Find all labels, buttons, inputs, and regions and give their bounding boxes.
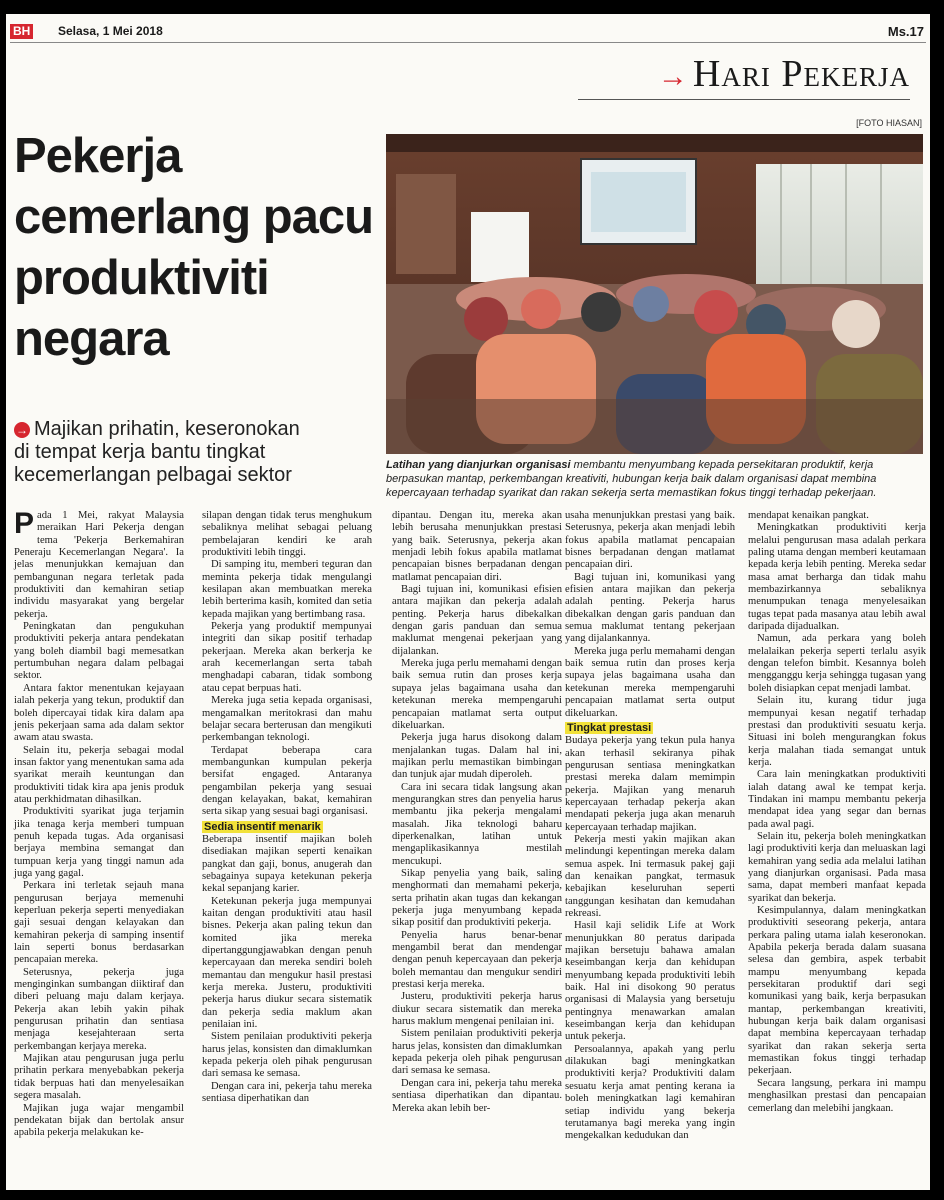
header-rule [10, 42, 926, 43]
article-column-2: silapan dengan tidak terus menghukum sebaliknya melihat sebagai peluang pembelajaran kendiri ke arah produktiviti lebih tinggi. Di samping itu, memberi teguran dan meminta pekerja tidak mengulangi kesilapan akan membuatkan mereka lebih berterima kasih, komited dan setia kepada majikan yang bertimbang rasa. Pekerja yang produktif mempunyai integriti dan sikap positif terhadap pekerjaan. Mereka akan berkerja ke arah kecemerlangan serta tabah menghadapi cabaran, tidak sombong atau cepat berpuas hati. Mereka juga setia kepada organisasi, mengamalkan meritokrasi dan mahu belajar secara berterusan dan mengikuti perkembangan teknologi. Terdapat beberapa cara membangunkan kumpulan pekerja bersifat engaged. Antaranya pengambilan pekerja yang sesuai dengan kelayakan, bakat, kemahiran serta sikap yang sesuai bagi organisasi. Sedia insentif menarik Beberapa insentif majikan boleh disediakan majikan seperti kenaikan pangkat dan gaji, bonus, anugerah dan sebagainya supaya ketekunan pekerja kekal sepanjang karier. Ketekunan pekerja juga mempunyai kaitan dengan produktiviti atau hasil bisnes. Pekerja akan paling tekun dan komited jika mereka dipertanggungjawabkan dengan penuh kepercayaan dan mereka sendiri boleh memantau dan mengukur hasil prestasi kerja mereka. Justeru, produktiviti pekerja harus diukur secara sistematik dan pekerja sedia maklum akan penilaian ini. Sistem penilaian produktiviti pekerja harus jelas, konsisten dan dimaklumkan kepada pekerja oleh pihak pengurusan dari semasa ke semasa. Dengan cara ini, pekerja tahu mereka sentiasa diperhatikan dan [202, 510, 372, 1105]
standfirst: → Majikan prihatin, keseronokan di tempat kerja bantu tingkat kecemerlangan pelbagai sektor [14, 418, 300, 486]
headline-line: cemerlang pacu [14, 190, 374, 244]
headline-line: produktiviti [14, 251, 269, 305]
article-column-1: Pada 1 Mei, rakyat Malaysia meraikan Hari Pekerja dengan tema 'Pekerja Berkemahiran Peneraju Kecemerlangan Negara'. Ia jelas menunjukkan kemajuan dan pembangunan negara terletak pada produktiviti dan kemahiran setiap individu masyarakat yang bergelar pekerja. Peningkatan dan pengukuhan produktiviti pekerja antara pendekatan yang boleh diambil bagi memesatkan pertumbuhan negara dalam pelbagai sektor. Antara faktor menentukan kejayaan ialah pekerja yang tekun, produktif dan boleh dipercayai tidak kira dalam apa jenis pekerjaan sama ada dalam sektor awam atau swasta. Selain itu, pekerja sebagai modal insan faktor yang menentukan sama ada syarikat meraih keuntungan dan produktiviti tidak kira apa jenis produk atau perkhidmatan dihasilkan. Produktiviti syarikat juga terjamin jika tenaga kerja memberi tumpuan penuh kepada tugas. Ada organisasi berjaya membina semangat dan tumpuan kerja yang tinggi namun ada juga yang gagal. Perkara ini terletak sejauh mana pengurusan berjaya memenuhi keperluan pekerja seperti menyediakan gaji sesuai dengan kelayakan dan kemahiran pekerja di samping insentif lain seperti bonus berdasarkan pencapaian mereka. Seterusnya, pekerja juga menginginkan sumbangan diiktiraf dan diberi peluang maju dalam kerjaya. Pekerja akan lebih yakin pihak pengurusan prihatin dan sentiasa menjaga kesejahteraan serta perkembangan kerjaya mereka. Majikan atau pengurusan juga perlu prihatin perkara menyebabkan pekerja tidak berpuas hati dan menyelesaikan segera masalah. Majikan juga wajar mengambil pendekatan bijak dan bertolak ansur apabila pekerja melakukan ke- [14, 507, 184, 1139]
section-rule [578, 99, 910, 100]
newspaper-page [6, 14, 930, 1190]
headline-line: Pekerja [14, 129, 182, 183]
arrow-icon: → [657, 60, 689, 93]
article-column-5: mendapat kenaikan pangkat. Meningkatkan produktiviti kerja melalui pengurusan masa adalah perkara paling utama dengan memberi keutamaan kepada kerja lebih penting. Mereka sedar masa amat berharga dan tidak mahu membazirkannya sebaliknya menumpukan tenaga menyelesaikan tugas tepat pada masanya atau lebih awal daripada dijadualkan. Namun, ada perkara yang boleh melalaikan pekerja seperti terlalu asyik dengan telefon bimbit. Kesannya boleh mengganggu kerja sehingga tugasan yang boleh disiapkan cepat menjadi lambat. Selain itu, kurang tidur juga mempunyai kesan negatif terhadap prestasi dan produktiviti sesuatu kerja. Situasi ini boleh mengurangkan fokus kerja malahan tiada semangat untuk kerja. Cara lain meningkatkan produktiviti ialah datang awal ke tempat kerja. Tindakan ini mampu membantu pekerja mendapat idea yang segar dan bernas pada awal pagi. Selain itu, pekerja boleh meningkatkan lagi produktiviti kerja dan meluaskan lagi kemahiran yang sedia ada melalui latihan yang dianjurkan organisasi. Pada masa sama, dapat memberi manfaat kepada syarikat dan bekerja. Kesimpulannya, dalam meningkatkan produktiviti seseorang pekerja, antara perkara paling utama ialah keseronokan. Apabila pekerja berada dalam suasana selesa dan gembira, aspek terbabit mampu menyumbang kepada persekitaran produktif dari segi komunikasi yang baik, kerja berpasukan mantap, perkembangan kreativiti, hubungan kerja baik dalam organisasi dapat membina kepercayaan terhadap syarikat dan rakan sekerja serta memastikan fokus tinggi terhadap pekerjaan. Secara langsung, perkara ini mampu menghasilkan prestasi dan pencapaian cemerlang dan melebihi jangkaan. [748, 510, 926, 1114]
section-title: → Hari Pekerja [657, 53, 910, 95]
headline [14, 126, 374, 370]
issue-date: Selasa, 1 Mei 2018 [58, 24, 163, 38]
photo-caption: Latihan yang dianjurkan organisasi membantu menyumbang kepada persekitaran produktif, kerja berpasukan mantap, perkembangan kreativiti, hubungan kerja baik dalam organisasi dapat membina kepercayaan terhadap syarikat dan rakan sekerja serta memastikan fokus tinggi terhadap pekerjaan. [386, 459, 877, 499]
article-column-4: usaha menunjukkan prestasi yang baik. Seterusnya, pekerja akan menjadi lebih fokus apabila matlamat pencapaian bisnes berpadanan dengan matlamat pencapaian diri. Bagi tujuan ini, komunikasi yang efisien antara majikan dan pekerja adalah penting. Pekerja harus dibekalkan dengan garis panduan dan semua maklumat tentang pekerjaan yang dijalankannya. Mereka juga perlu memahami dengan baik semua rutin dan proses kerja supaya jelas bagaimana usaha dan ketekunan mereka mempengaruhi pencapaian matlamat serta output dikeluarkan. Tingkat prestasi Budaya pekerja yang tekun pula hanya akan terhasil sekiranya pihak pengurusan sentiasa meningkatkan prestasi mereka dalam memimpin pekerja. Majikan yang menaruh kepercayaan terhadap pekerja akan mendapati pekerja juga akan menaruh kepercayaan terhadap majikan. Pekerja mesti yakin majikan akan melindungi kepentingan mereka dalam semua aspek. Ini termasuk pakej gaji dan kenaikan pangkat, termasuk kebajikan keseluruhan seperti tanggungan kesihatan dan kemudahan rekreasi. Hasil kaji selidik Life at Work menunjukkan 80 peratus daripada majikan bersetuju bahawa amalan keseimbangan kerja dan kehidupan menyumbang kepada produktiviti lebih baik. Hal ini disokong 90 peratus organisasi di Malaysia yang bersetuju pentingnya menawarkan amalan keseimbangan kerja dan kehidupan untuk pekerja. Persoalannya, apakah yang perlu dilakukan bagi meningkatkan produktiviti kerja? Produktiviti dalam sesuatu kerja amat penting kerana ia boleh meningkatkan lagi kemahiran setiap individu yang bekerja terutamanya bagi mereka yang ingin mengekalkan kedudukan dan [565, 510, 735, 1142]
classroom-scene-image [386, 134, 923, 454]
training-photo [386, 134, 923, 454]
headline-line: negara [14, 312, 169, 366]
photo-credit: [FOTO HIASAN] [856, 118, 922, 128]
page-number: Ms.17 [887, 24, 924, 39]
drop-cap: P [14, 507, 35, 540]
subheading: Tingkat prestasi [567, 721, 652, 734]
article-column-3: dipantau. Dengan itu, mereka akan lebih berusaha menunjukkan prestasi yang baik. Seterusnya, pekerja akan menjadi lebih fokus apabila matlamat pencapaian bisnes berpadanan dengan matlamat pencapaian diri. Bagi tujuan ini, komunikasi efisien antara majikan dan pekerja adalah penting. Pekerja harus dibekalkan dengan garis panduan dan semua maklumat mengenai pekerjaan yang dijalankan. Mereka juga perlu memahami dengan baik semua rutin dan proses kerja supaya jelas bagaimana usaha dan ketekunan mereka mempengaruhi pencapaian matlamat serta output dikeluarkan. Pekerja juga harus disokong dalam menjalankan tugas. Dalam hal ini, majikan perlu memastikan bimbingan dan tunjuk ajar mudah diperoleh. Cara ini secara tidak langsung akan mengurangkan stres dan penyelia harus membantu jika pekerja mengalami masalah. Jika teknologi baharu diperkenalkan, latihan untuk mengaplikasikannya mestilah mencukupi. Sikap penyelia yang baik, saling menghormati dan memahami pekerja, serta prihatin akan tugas dan kekangan pekerja juga menyumbang kepada sikap positif dan produktiviti pekerja. Penyelia harus benar-benar mengambil berat dan mendengar dengan penuh kepercayaan dan pekerja boleh memantau dan mengukur sendiri prestasi kerja mereka. Justeru, produktiviti pekerja harus diukur secara sistematik dan mereka harus maklum mengenai penilaian ini. Sistem penilaian produktiviti pekerja harus jelas, konsisten dan dimaklumkan kepada pekerja oleh pihak pengurusan dari semasa ke semasa. Dengan cara ini, pekerja tahu mereka sentiasa diperhatikan dan dipantau. Mereka akan lebih ber- [392, 510, 562, 1114]
arrow-bullet-icon: → [16, 423, 28, 437]
brand-logo: BH [10, 24, 33, 39]
subheading: Sedia insentif menarik [204, 820, 321, 833]
